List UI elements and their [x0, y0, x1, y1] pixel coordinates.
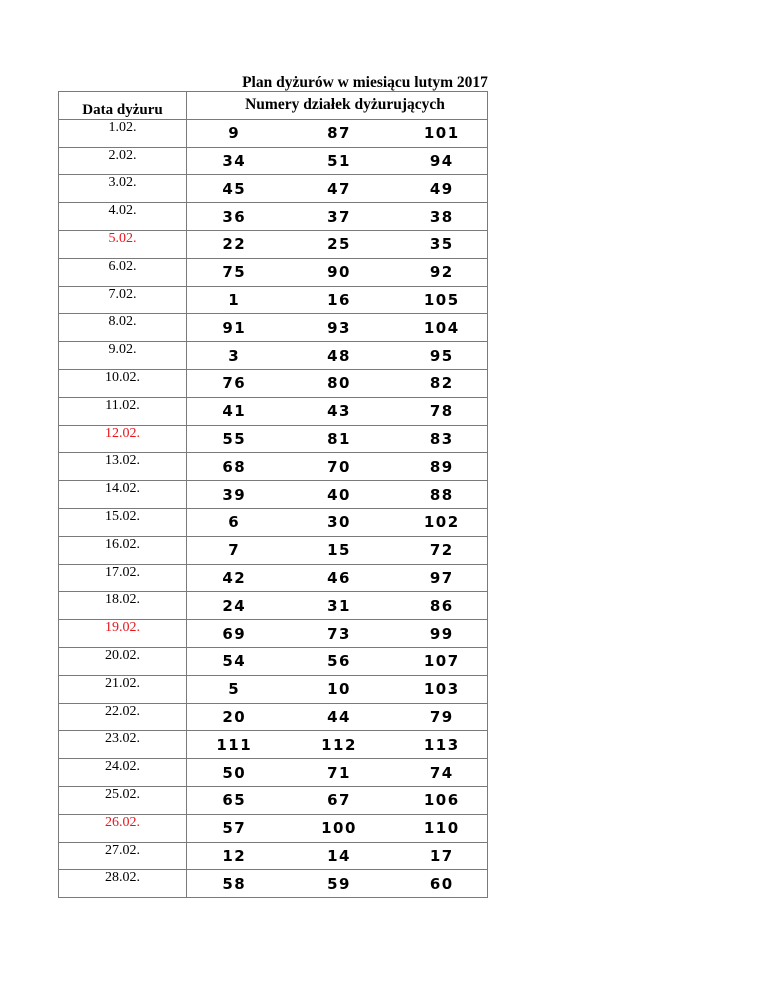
plot-number: 82	[397, 369, 488, 397]
plot-number: 70	[282, 453, 397, 481]
plot-number: 105	[397, 286, 488, 314]
plot-number: 89	[397, 453, 488, 481]
plot-number: 16	[282, 286, 397, 314]
plot-number: 59	[282, 870, 397, 898]
plot-number: 67	[282, 786, 397, 814]
plot-number: 78	[397, 397, 488, 425]
plot-number: 24	[187, 592, 282, 620]
duty-date: 4.02.	[59, 203, 187, 231]
duty-date: 10.02.	[59, 369, 187, 397]
plot-number: 38	[397, 203, 488, 231]
table-row	[59, 786, 488, 814]
table-row	[59, 286, 488, 314]
table-row	[59, 147, 488, 175]
plot-number: 90	[282, 258, 397, 286]
plot-number: 51	[282, 147, 397, 175]
table-row	[59, 870, 488, 898]
duty-date: 27.02.	[59, 842, 187, 870]
duty-date: 24.02.	[59, 759, 187, 787]
duty-date: 21.02.	[59, 675, 187, 703]
duty-date: 9.02.	[59, 342, 187, 370]
plot-number: 50	[187, 759, 282, 787]
plot-number: 58	[187, 870, 282, 898]
plot-number: 88	[397, 481, 488, 509]
plot-number: 74	[397, 759, 488, 787]
plot-number: 80	[282, 369, 397, 397]
duty-date: 20.02.	[59, 647, 187, 675]
plot-number: 69	[187, 620, 282, 648]
plot-number: 71	[282, 759, 397, 787]
plot-number: 5	[187, 675, 282, 703]
plot-number: 12	[187, 842, 282, 870]
plot-number: 48	[282, 342, 397, 370]
plot-number: 15	[282, 536, 397, 564]
plot-number: 93	[282, 314, 397, 342]
plot-number: 55	[187, 425, 282, 453]
plot-number: 111	[187, 731, 282, 759]
plots-header-cell	[187, 92, 488, 120]
table-row	[59, 481, 488, 509]
plot-number: 100	[282, 814, 397, 842]
plot-number: 113	[397, 731, 488, 759]
plot-number: 112	[282, 731, 397, 759]
plot-number: 41	[187, 397, 282, 425]
plot-number: 72	[397, 536, 488, 564]
table-row	[59, 620, 488, 648]
plot-number: 102	[397, 508, 488, 536]
table-row	[59, 230, 488, 258]
plot-number: 39	[187, 481, 282, 509]
duty-date: 28.02.	[59, 870, 187, 898]
duty-date: 2.02.	[59, 147, 187, 175]
plot-number: 76	[187, 369, 282, 397]
plot-number: 25	[282, 230, 397, 258]
plot-number: 57	[187, 814, 282, 842]
duty-date: 15.02.	[59, 508, 187, 536]
plot-number: 43	[282, 397, 397, 425]
duty-date: 13.02.	[59, 453, 187, 481]
duty-date: 6.02.	[59, 258, 187, 286]
plot-number: 106	[397, 786, 488, 814]
plot-number: 68	[187, 453, 282, 481]
plot-number: 110	[397, 814, 488, 842]
plot-number: 49	[397, 175, 488, 203]
plots-column-header: Numery działek dyżurujących	[245, 96, 445, 113]
table-row	[59, 369, 488, 397]
table-row	[59, 119, 488, 147]
plot-number: 54	[187, 647, 282, 675]
plot-number: 107	[397, 647, 488, 675]
table-row	[59, 592, 488, 620]
plot-number: 31	[282, 592, 397, 620]
plot-number: 103	[397, 675, 488, 703]
plot-number: 65	[187, 786, 282, 814]
duty-date: 5.02.	[59, 230, 187, 258]
table-row	[59, 703, 488, 731]
table-row	[59, 175, 488, 203]
plot-number: 6	[187, 508, 282, 536]
plot-number: 42	[187, 564, 282, 592]
plot-number: 79	[397, 703, 488, 731]
page-title: Plan dyżurów w miesiącu lutym 2017	[242, 74, 488, 91]
plot-number: 7	[187, 536, 282, 564]
plot-number: 81	[282, 425, 397, 453]
plot-number: 46	[282, 564, 397, 592]
plot-number: 22	[187, 230, 282, 258]
table-row	[59, 508, 488, 536]
plot-number: 17	[397, 842, 488, 870]
table-row	[59, 203, 488, 231]
duty-date: 23.02.	[59, 731, 187, 759]
table-row	[59, 759, 488, 787]
plot-number: 87	[282, 119, 397, 147]
plot-number: 83	[397, 425, 488, 453]
duty-date: 14.02.	[59, 481, 187, 509]
plot-number: 47	[282, 175, 397, 203]
duty-schedule-table	[58, 91, 488, 898]
plot-number: 20	[187, 703, 282, 731]
table-row	[59, 731, 488, 759]
table-row	[59, 814, 488, 842]
plot-number: 101	[397, 119, 488, 147]
table-row	[59, 453, 488, 481]
table-row	[59, 397, 488, 425]
plot-number: 14	[282, 842, 397, 870]
plot-number: 91	[187, 314, 282, 342]
table-row	[59, 425, 488, 453]
plot-number: 92	[397, 258, 488, 286]
plot-number: 99	[397, 620, 488, 648]
plot-number: 95	[397, 342, 488, 370]
plot-number: 60	[397, 870, 488, 898]
table-row	[59, 564, 488, 592]
duty-date: 3.02.	[59, 175, 187, 203]
duty-date: 12.02.	[59, 425, 187, 453]
duty-date: 25.02.	[59, 786, 187, 814]
plot-number: 94	[397, 147, 488, 175]
plot-number: 86	[397, 592, 488, 620]
table-row	[59, 536, 488, 564]
duty-date: 22.02.	[59, 703, 187, 731]
table-row	[59, 258, 488, 286]
plot-number: 37	[282, 203, 397, 231]
plot-number: 104	[397, 314, 488, 342]
plot-number: 9	[187, 119, 282, 147]
table-row	[59, 675, 488, 703]
plot-number: 97	[397, 564, 488, 592]
duty-date: 1.02.	[59, 119, 187, 147]
plot-number: 45	[187, 175, 282, 203]
plot-number: 75	[187, 258, 282, 286]
plot-number: 3	[187, 342, 282, 370]
plot-number: 1	[187, 286, 282, 314]
plot-number: 40	[282, 481, 397, 509]
date-column-header: Data dyżuru	[59, 92, 187, 120]
plot-number: 10	[282, 675, 397, 703]
plot-number: 30	[282, 508, 397, 536]
header-row	[59, 92, 488, 120]
plot-number: 73	[282, 620, 397, 648]
duty-date: 7.02.	[59, 286, 187, 314]
duty-date: 16.02.	[59, 536, 187, 564]
plot-number: 34	[187, 147, 282, 175]
plot-number: 35	[397, 230, 488, 258]
duty-date: 18.02.	[59, 592, 187, 620]
table-row	[59, 842, 488, 870]
duty-date: 26.02.	[59, 814, 187, 842]
plot-number: 36	[187, 203, 282, 231]
duty-date: 11.02.	[59, 397, 187, 425]
plot-number: 44	[282, 703, 397, 731]
table-row	[59, 647, 488, 675]
plot-number: 56	[282, 647, 397, 675]
duty-date: 19.02.	[59, 620, 187, 648]
table-row	[59, 342, 488, 370]
duty-date: 17.02.	[59, 564, 187, 592]
table-row	[59, 314, 488, 342]
duty-date: 8.02.	[59, 314, 187, 342]
